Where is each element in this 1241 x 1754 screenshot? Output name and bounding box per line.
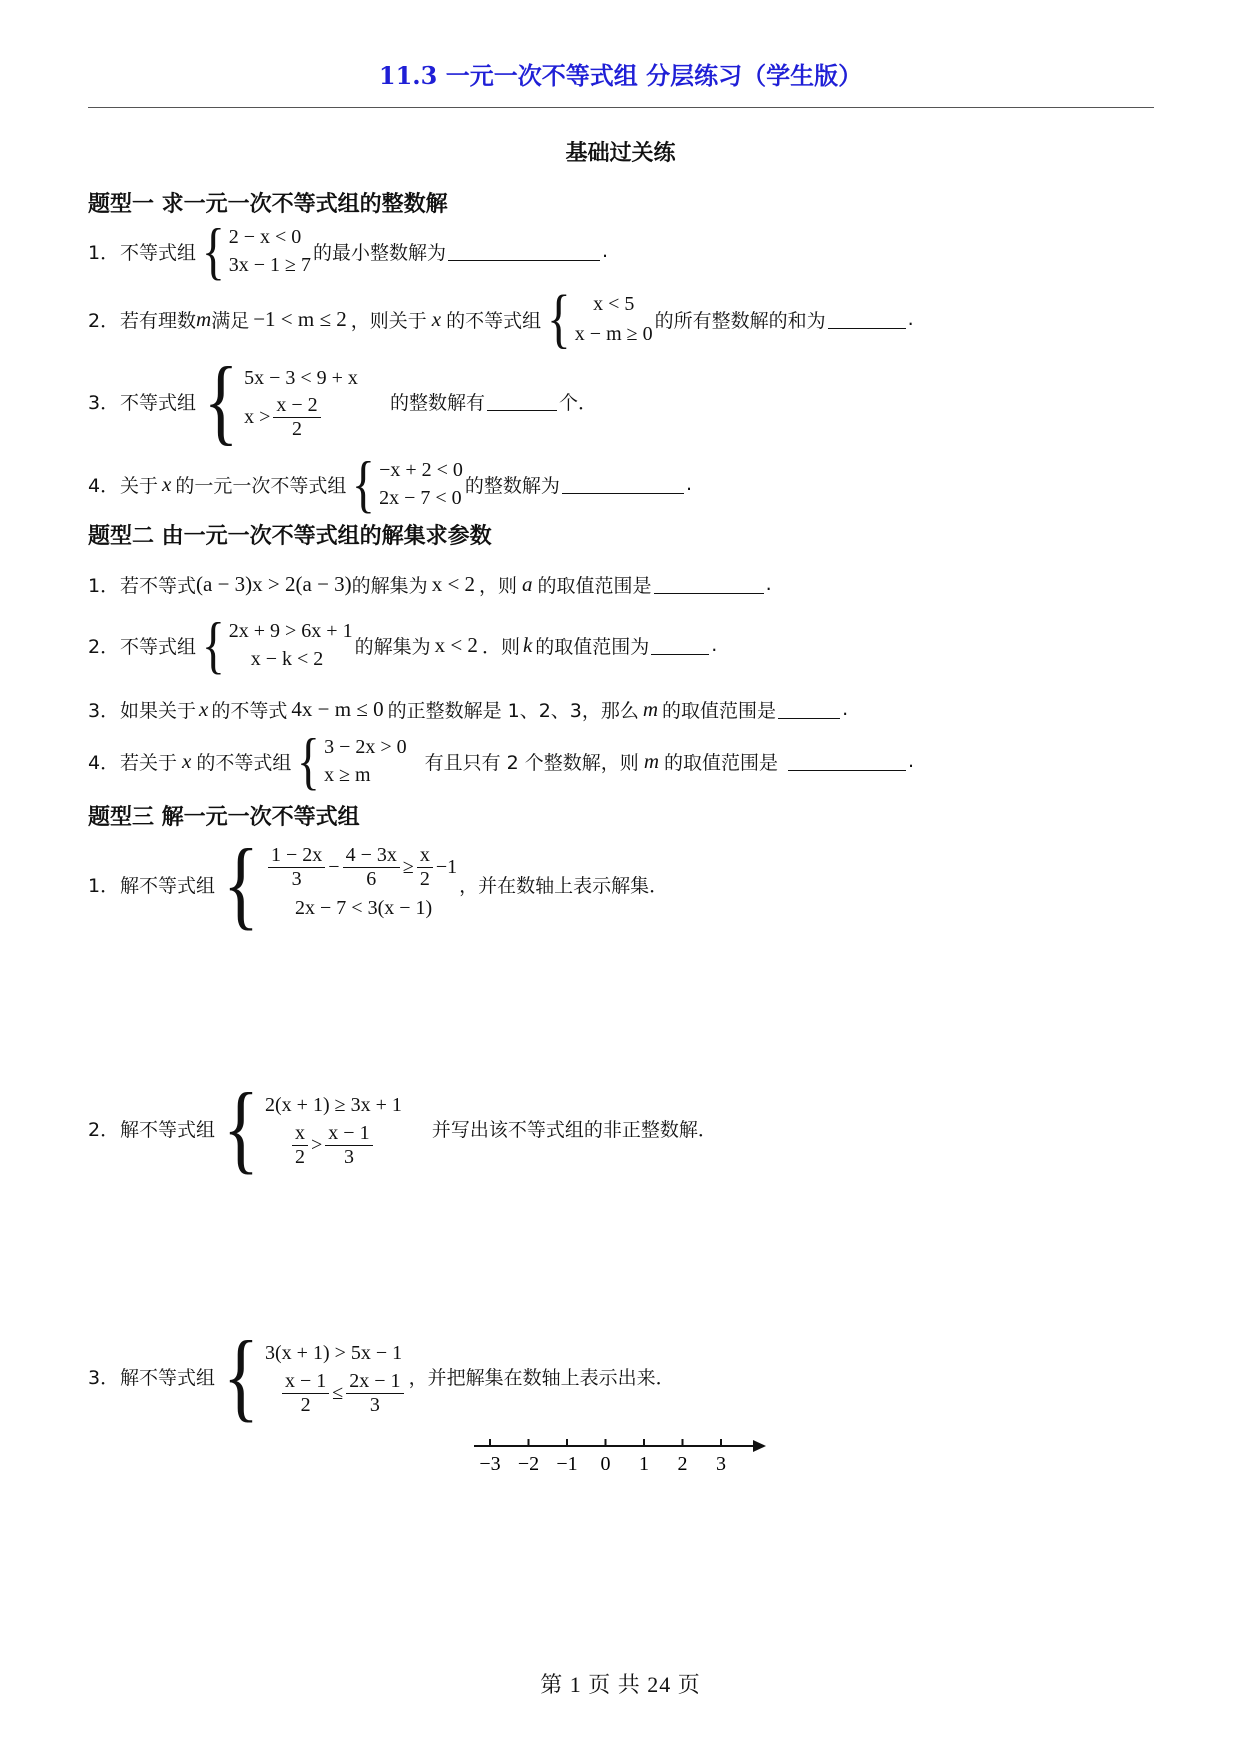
question-text: ，并在数轴上表示解集． [459, 874, 669, 897]
system-line: x > $\frac{x - 2}{2}$ [244, 394, 358, 441]
inline-inequality: −1 < m ≤ 2 [253, 306, 347, 331]
question-text: 的正整数解是 1、2、3，那么 [387, 699, 639, 722]
system-line: x < 5 [593, 293, 635, 315]
question-text: ．则 [481, 635, 520, 658]
question-text: 不等式组 [120, 241, 197, 264]
type2-question-2: 2． 不等式组 { 2x + 9 > 6x + 1 x − k < 2 的解集为 x < 2 ．则 k 的取值范围为 . [88, 609, 718, 680]
question-number: 1． [88, 874, 120, 897]
question-text: 的最小整数解为 [313, 241, 447, 264]
system-line: x ≥ m [324, 764, 371, 786]
number-line-tick-label: −1 [556, 1453, 578, 1475]
var-x: x [182, 748, 192, 773]
type3-heading: 题型三 解一元一次不等式组 [88, 805, 360, 830]
question-text: 若有理数 [120, 309, 197, 332]
brace-icon: { [201, 215, 225, 286]
brace-icon: { [297, 725, 321, 796]
answer-blank[interactable] [448, 242, 600, 261]
question-number: 4． [88, 474, 120, 497]
system-line: −x + 2 < 0 [379, 459, 463, 481]
section-title: 基础过关练 [565, 141, 676, 166]
number-line-tick-label: −3 [479, 1453, 501, 1475]
inline-solution: x < 2 [431, 571, 476, 596]
type1-question-3 [88, 347, 597, 454]
arrow-right-icon [753, 1440, 766, 1452]
system-line: 5x − 3 < 9 + x [244, 366, 358, 389]
system-line: 2 − x < 0 [228, 226, 302, 248]
inequality-system [198, 609, 353, 680]
type3-question-1 [88, 828, 669, 939]
question-text: 如果关于 [120, 699, 197, 722]
inequality-system [198, 215, 311, 286]
answer-blank[interactable] [487, 392, 557, 411]
number-line-tick-label: 3 [716, 1453, 726, 1475]
inequality-system [217, 1072, 402, 1183]
type2-question-3: 3． 如果关于 x 的不等式 4x − m ≤ 0 的正整数解是 1、2、3，那么 m 的取值范围是 . [88, 696, 849, 722]
number-line-tick-label: 1 [639, 1453, 649, 1475]
question-text: 的取值范围是 [663, 751, 778, 774]
answer-blank[interactable] [562, 475, 684, 494]
type2-heading: 题型二 由一元一次不等式组的解集求参数 [88, 524, 492, 549]
system-line: 2x − 7 < 0 [379, 487, 462, 509]
question-text: 解不等式组 [120, 1366, 216, 1389]
system-line: 3x − 1 ≥ 7 [228, 254, 311, 276]
brace-icon: { [547, 282, 571, 355]
question-text: 若不等式 [120, 574, 197, 597]
system-line: $\frac{x - 1}{2}$ ≤ $\frac{2x - 1}{3}$ [265, 1370, 407, 1417]
var-x: x [162, 471, 172, 496]
question-number: 3． [88, 391, 120, 414]
var-m: m [643, 748, 659, 773]
type1-question-1: 1． 不等式组 { 2 − x < 0 3x − 1 ≥ 7 的最小整数解为 . [88, 215, 609, 286]
question-text: 不等式组 [120, 391, 197, 414]
inequality-system [348, 448, 463, 519]
inline-inequality: 4x − m ≤ 0 [291, 696, 384, 721]
question-text: 的取值范围是 [537, 574, 652, 597]
var-a: a [522, 571, 533, 596]
question-number: 3． [88, 699, 120, 722]
var-x: x [431, 306, 442, 331]
question-text: ，则关于 [350, 309, 427, 332]
question-text: 个． [558, 391, 597, 414]
inline-solution: x < 2 [434, 632, 478, 657]
question-number: 3． [88, 1366, 120, 1389]
question-text: 的取值范围是 [662, 699, 777, 722]
header-rule [88, 107, 1154, 108]
question-text: ，则 [479, 574, 518, 597]
question-text: 的取值范围为 [535, 635, 650, 658]
system-line: 3 − 2x > 0 [324, 736, 407, 758]
inequality-system [293, 725, 407, 796]
type3-question-3 [88, 1320, 675, 1431]
var-x: x [199, 696, 209, 721]
question-text: 有且只有 2 个整数解，则 [424, 751, 639, 774]
type2-question-4: 4． 若关于 x 的不等式组 { 3 − 2x > 0 x ≥ m 有且只有 2 个整数解，则 m 的取值范围是 . [88, 725, 915, 796]
number-line-tick-label: 0 [600, 1453, 611, 1475]
question-text: 的不等式组 [446, 309, 542, 332]
question-text: 解不等式组 [120, 874, 216, 897]
question-number: 1． [88, 574, 120, 597]
system-line: $\frac{x}{2}$ > $\frac{x - 1}{3}$ [265, 1122, 402, 1169]
question-text: 关于 [120, 474, 159, 497]
number-line-tick-label: −2 [517, 1453, 540, 1475]
system-line: 3(x + 1) > 5x − 1 [265, 1341, 403, 1364]
question-text: ，并把解集在数轴上表示出来． [408, 1366, 675, 1389]
answer-blank[interactable] [828, 310, 906, 329]
number-line [470, 1430, 770, 1490]
question-text: 若关于 [120, 751, 178, 774]
system-line: $\frac{1 - 2x}{3}$ − $\frac{4 - 3x}{6}$ ≥ $\frac{x}{2}$ −1 [265, 844, 457, 891]
question-number: 2． [88, 635, 120, 658]
question-number: 4． [88, 751, 120, 774]
inequality-system [198, 347, 358, 454]
type2-question-1: 1． 若不等式 (a − 3)x > 2(a − 3) 的解集为 x < 2 ，则 a 的取值范围是 . [88, 571, 772, 597]
type1-question-4: 4． 关于 x 的一元一次不等式组 { −x + 2 < 0 2x − 7 < 0 的整数解为 . [88, 448, 692, 519]
question-text: 的解集为 [351, 574, 428, 597]
inequality-system [217, 828, 458, 939]
var-m: m [196, 306, 212, 331]
question-text: 的解集为 [354, 635, 431, 658]
question-text: 的所有整数解的和为 [654, 309, 826, 332]
brace-icon: { [203, 347, 239, 454]
question-text: 的整数解为 [464, 474, 560, 497]
question-text: 并写出该不等式组的非正整数解． [431, 1118, 717, 1141]
system-line: 2(x + 1) ≥ 3x + 1 [265, 1093, 402, 1116]
question-text: 的整数解有 [389, 391, 485, 414]
inequality-system [217, 1320, 407, 1431]
question-number: 1． [88, 241, 120, 264]
inline-inequality: (a − 3)x > 2(a − 3) [196, 571, 352, 596]
system-line: x − k < 2 [250, 648, 324, 670]
page-footer: 第 1 页 共 24 页 [540, 1672, 701, 1697]
brace-icon: { [352, 448, 376, 519]
answer-blank[interactable] [651, 636, 709, 655]
brace-icon: { [223, 828, 260, 939]
system-line: 2x + 9 > 6x + 1 [228, 620, 353, 642]
question-text: 的不等式 [211, 699, 288, 722]
number-line-tick-label: 2 [677, 1453, 688, 1475]
type3-question-2 [88, 1072, 717, 1183]
answer-blank[interactable] [778, 700, 840, 719]
question-text: 的不等式组 [196, 751, 292, 774]
type1-question-2: 2． 若有理数 m 满足 −1 < m ≤ 2 ，则关于 x 的不等式组 { x < 5 x − m ≥ 0 的所有整数解的和为 . [88, 282, 914, 355]
answer-blank[interactable] [654, 575, 764, 594]
system-line: x − m ≥ 0 [574, 323, 653, 345]
page-title: 11.3 一元一次不等式组 分层练习（学生版） [378, 61, 863, 90]
answer-blank[interactable] [788, 752, 906, 771]
question-text: 解不等式组 [120, 1118, 216, 1141]
var-m: m [642, 696, 659, 721]
question-text: 的一元一次不等式组 [175, 474, 347, 497]
brace-icon: { [201, 609, 225, 680]
question-text: 不等式组 [120, 635, 197, 658]
type1-heading: 题型一 求一元一次不等式组的整数解 [88, 192, 448, 217]
question-number: 2． [88, 309, 120, 332]
brace-icon: { [223, 1320, 260, 1431]
inequality-system [543, 282, 653, 355]
question-number: 2． [88, 1118, 120, 1141]
question-text: 满足 [211, 309, 250, 332]
brace-icon: { [223, 1072, 260, 1183]
system-line: 2x − 7 < 3(x − 1) [295, 896, 433, 919]
var-k: k [522, 632, 533, 657]
